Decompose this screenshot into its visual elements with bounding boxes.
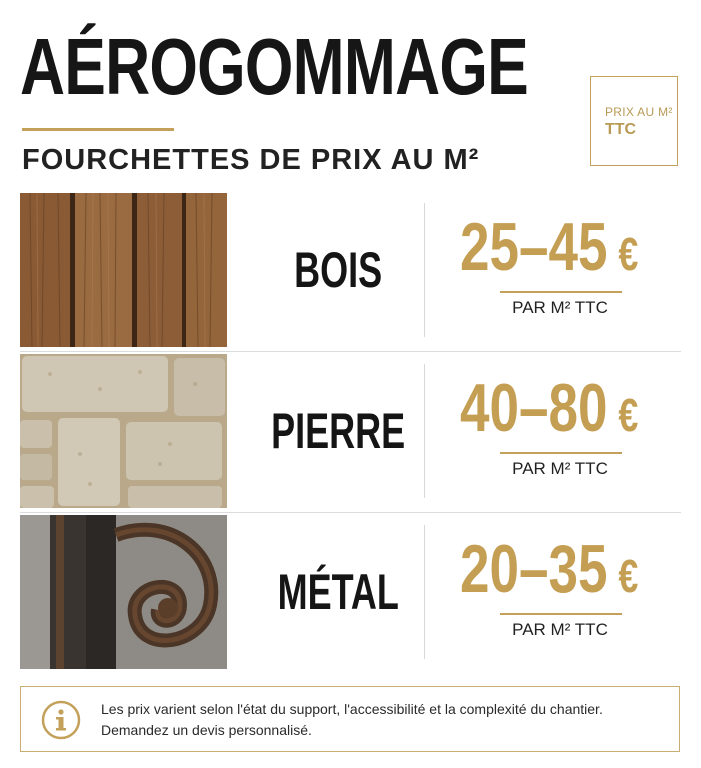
info-line-1: Les prix varient selon l'état du support, l'accessibilité et la complexité du chantier.: [101, 701, 603, 717]
row-divider: [20, 351, 681, 352]
material-label-metal: [248, 515, 428, 669]
price-range-metal: [460, 529, 690, 609]
currency-symbol: €: [618, 228, 639, 280]
price-row-pierre: [20, 354, 681, 508]
material-name: BOIS: [293, 242, 383, 298]
title-underline: [22, 128, 174, 131]
info-icon: [41, 700, 81, 740]
column-divider: [424, 203, 425, 337]
price-row-bois: [20, 193, 681, 347]
material-label-pierre: [248, 354, 428, 508]
price-range-pierre: [460, 368, 690, 448]
price-row-metal: [20, 515, 681, 669]
price-value: 25–45: [460, 209, 608, 285]
price-underline: [500, 452, 622, 454]
metal-scroll-image: [20, 515, 227, 669]
info-text: [101, 699, 671, 741]
price-unit: PAR M² TTC: [512, 459, 608, 478]
price-unit: PAR M² TTC: [512, 298, 608, 317]
material-name: PIERRE: [270, 403, 406, 459]
price-range-bois: [460, 207, 690, 287]
page-title: AÉROGOMMAGE: [20, 22, 528, 111]
page-subtitle: FOURCHETTES DE PRIX AU M²: [22, 144, 480, 176]
currency-symbol: €: [618, 389, 639, 441]
price-unit-tag: [590, 76, 678, 166]
currency-symbol: €: [618, 550, 639, 602]
tag-line-2: TTC: [605, 121, 637, 138]
column-divider: [424, 525, 425, 659]
wood-texture-image: [20, 193, 227, 347]
info-line-2: Demandez un devis personnalisé.: [101, 722, 312, 738]
price-value: 40–80: [460, 370, 608, 446]
price-value: 20–35: [460, 531, 608, 607]
column-divider: [424, 364, 425, 498]
price-underline: [500, 291, 622, 293]
info-note: [20, 686, 680, 752]
row-divider: [20, 512, 681, 513]
price-unit: PAR M² TTC: [512, 620, 608, 639]
material-label-bois: [248, 193, 428, 347]
material-name: MÉTAL: [277, 564, 399, 620]
price-underline: [500, 613, 622, 615]
tag-line-1: PRIX AU M²: [605, 105, 673, 119]
stone-texture-image: [20, 354, 227, 508]
